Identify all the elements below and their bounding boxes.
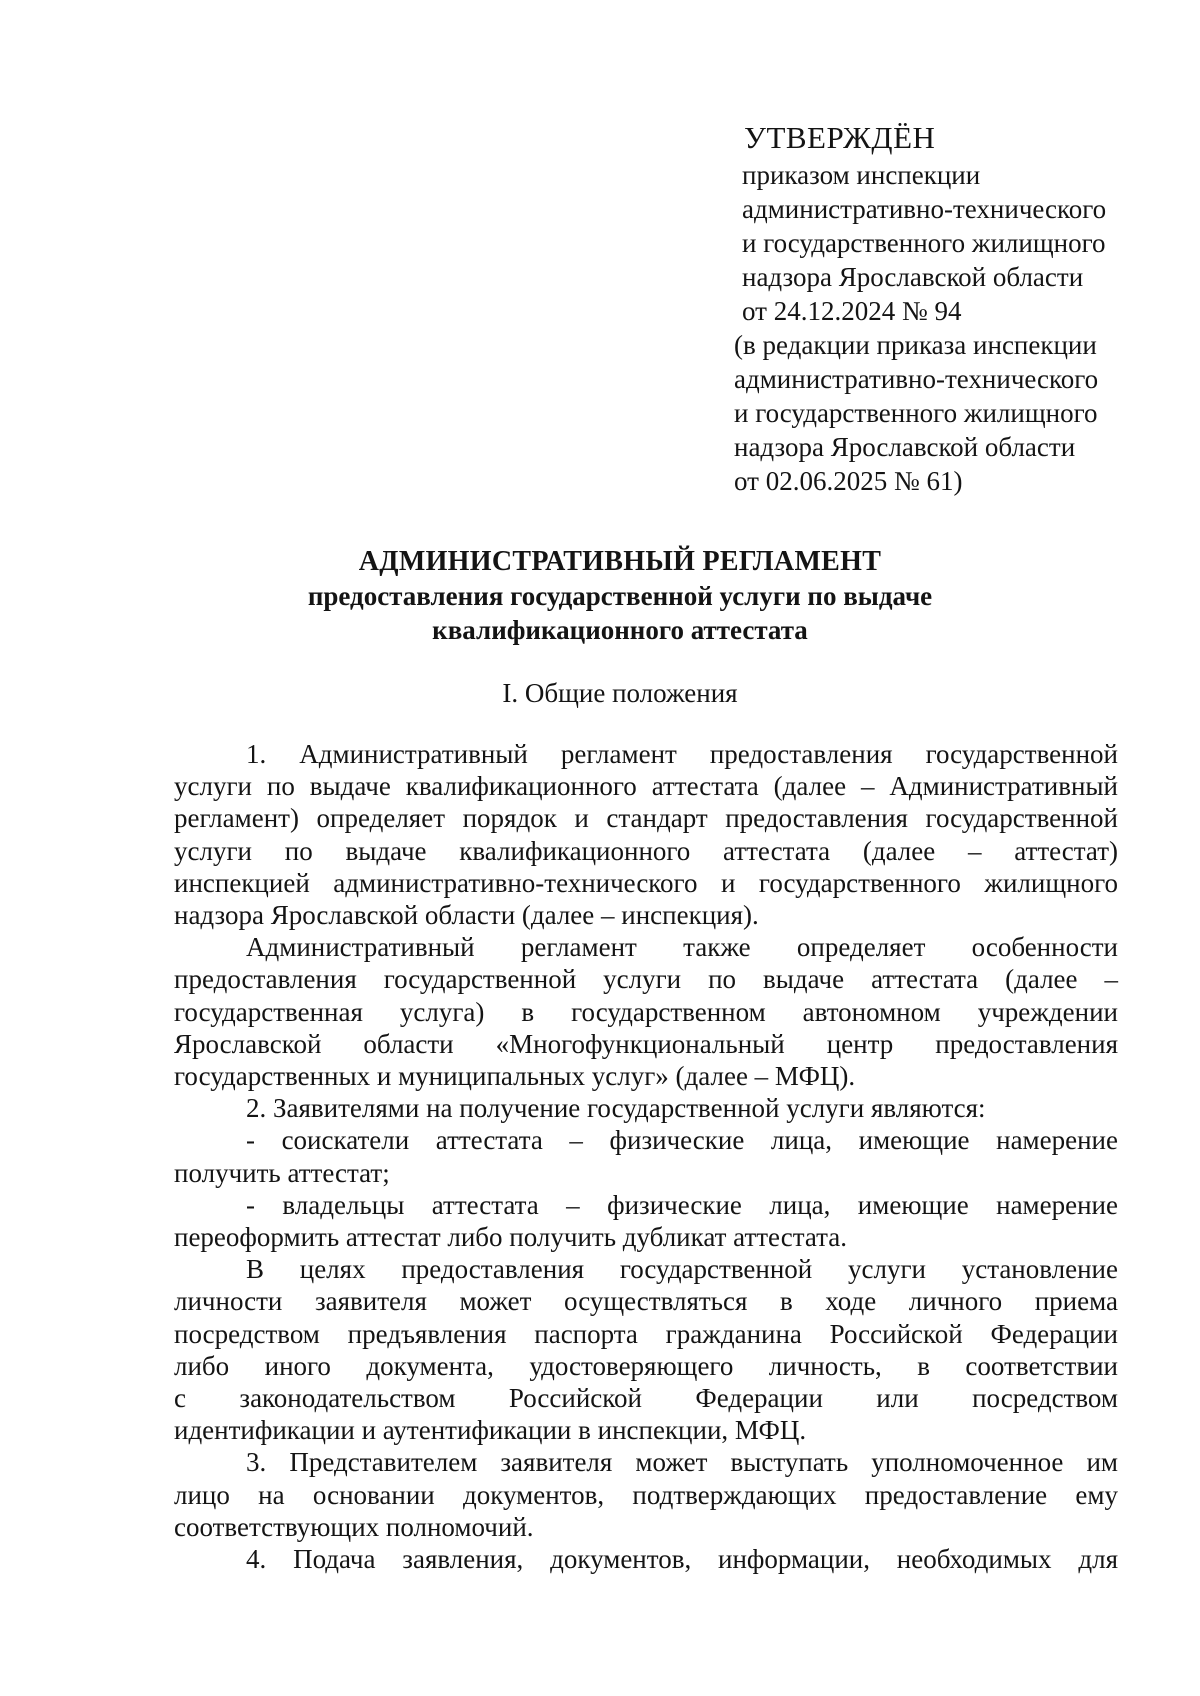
paragraph: [174, 1092, 1118, 1124]
paragraph: [174, 1253, 1118, 1446]
paragraph-line: инспекцией административно-технического и государственного жилищного: [174, 867, 1118, 898]
paragraph-line: услуги по выдаче квалификационного аттестата (далее – аттестат): [174, 835, 1118, 866]
paragraph-line: предоставления государственной услуги по выдаче аттестата (далее –: [174, 964, 1118, 995]
approval-line: от 02.06.2025 № 61): [734, 466, 963, 496]
paragraph-line: получить аттестат;: [174, 1157, 390, 1188]
approval-line: административно-технического: [742, 194, 1107, 224]
paragraph-line: - владельцы аттестата – физические лица, имеющие намерение: [246, 1189, 1118, 1220]
approval-line: (в редакции приказа инспекции: [734, 330, 1097, 360]
paragraph: [174, 931, 1118, 1092]
paragraph: [174, 1543, 1118, 1575]
paragraph: [174, 1124, 1118, 1188]
title-subtitle-line-1: предоставления государственной услуги по выдаче: [307, 581, 933, 611]
paragraph-line: идентификации и аутентификации в инспекции, МФЦ.: [174, 1415, 807, 1446]
paragraph-line: 3. Представителем заявителя может выступать уполномоченное им: [246, 1447, 1118, 1478]
paragraph: [174, 738, 1118, 931]
paragraph-line: надзора Ярославской области (далее – инспекция).: [174, 900, 759, 931]
paragraph-line: государственная услуга) в государственном автономном учреждении: [174, 996, 1118, 1027]
paragraph-line: - соискатели аттестата – физические лица, имеющие намерение: [246, 1125, 1118, 1156]
paragraph-line: посредством предъявления паспорта гражданина Российской Федерации: [174, 1318, 1118, 1349]
paragraph-line: переоформить аттестат либо получить дубликат аттестата.: [174, 1222, 847, 1253]
paragraph-line: 4. Подача заявления, документов, информации, необходимых для: [246, 1544, 1118, 1575]
approval-line: и государственного жилищного: [734, 398, 1098, 428]
paragraph-line: В целях предоставления государственной услуги установление: [246, 1254, 1118, 1285]
section-heading: I. Общие положения: [502, 678, 738, 708]
paragraph-line: 1. Административный регламент предоставления государственной: [246, 739, 1118, 769]
document-body: [174, 738, 1118, 1575]
title-main: АДМИНИСТРАТИВНЫЙ РЕГЛАМЕНТ: [358, 546, 882, 577]
approval-line: надзора Ярославской области: [734, 432, 1076, 462]
approval-line: и государственного жилищного: [742, 228, 1106, 258]
paragraph-line: услуги по выдаче квалификационного аттестата (далее – Административный: [174, 771, 1118, 802]
paragraph-line: 2. Заявителями на получение государственной услуги являются:: [246, 1093, 986, 1124]
approval-heading: УТВЕРЖДЁН: [744, 120, 936, 155]
paragraph-line: либо иного документа, удостоверяющего личность, в соответствии: [174, 1350, 1118, 1381]
paragraph-line: соответствующих полномочий.: [174, 1511, 534, 1542]
paragraph-line: регламент) определяет порядок и стандарт предоставления государственной: [174, 803, 1118, 834]
approval-line: административно-технического: [734, 364, 1099, 394]
paragraph-line: Административный регламент также определяет особенности: [246, 932, 1118, 963]
paragraph: [174, 1446, 1118, 1543]
approval-line: надзора Ярославской области: [742, 262, 1084, 292]
title-subtitle-line-2: квалификационного аттестата: [432, 615, 808, 645]
paragraph-line: Ярославской области «Многофункциональный центр предоставления: [174, 1028, 1118, 1059]
approval-line: от 24.12.2024 № 94: [742, 296, 962, 326]
paragraph-line: личности заявителя может осуществляться в ходе личного приема: [174, 1286, 1118, 1317]
document-title: [170, 545, 1070, 647]
approval-stamp: [734, 118, 1138, 498]
paragraph-line: государственных и муниципальных услуг» (далее – МФЦ).: [174, 1061, 856, 1092]
paragraph: [174, 1189, 1118, 1253]
approval-line: приказом инспекции: [742, 160, 981, 190]
paragraph-line: с законодательством Российской Федерации или посредством: [174, 1383, 1118, 1414]
paragraph-line: лицо на основании документов, подтверждающих предоставление ему: [174, 1479, 1118, 1510]
